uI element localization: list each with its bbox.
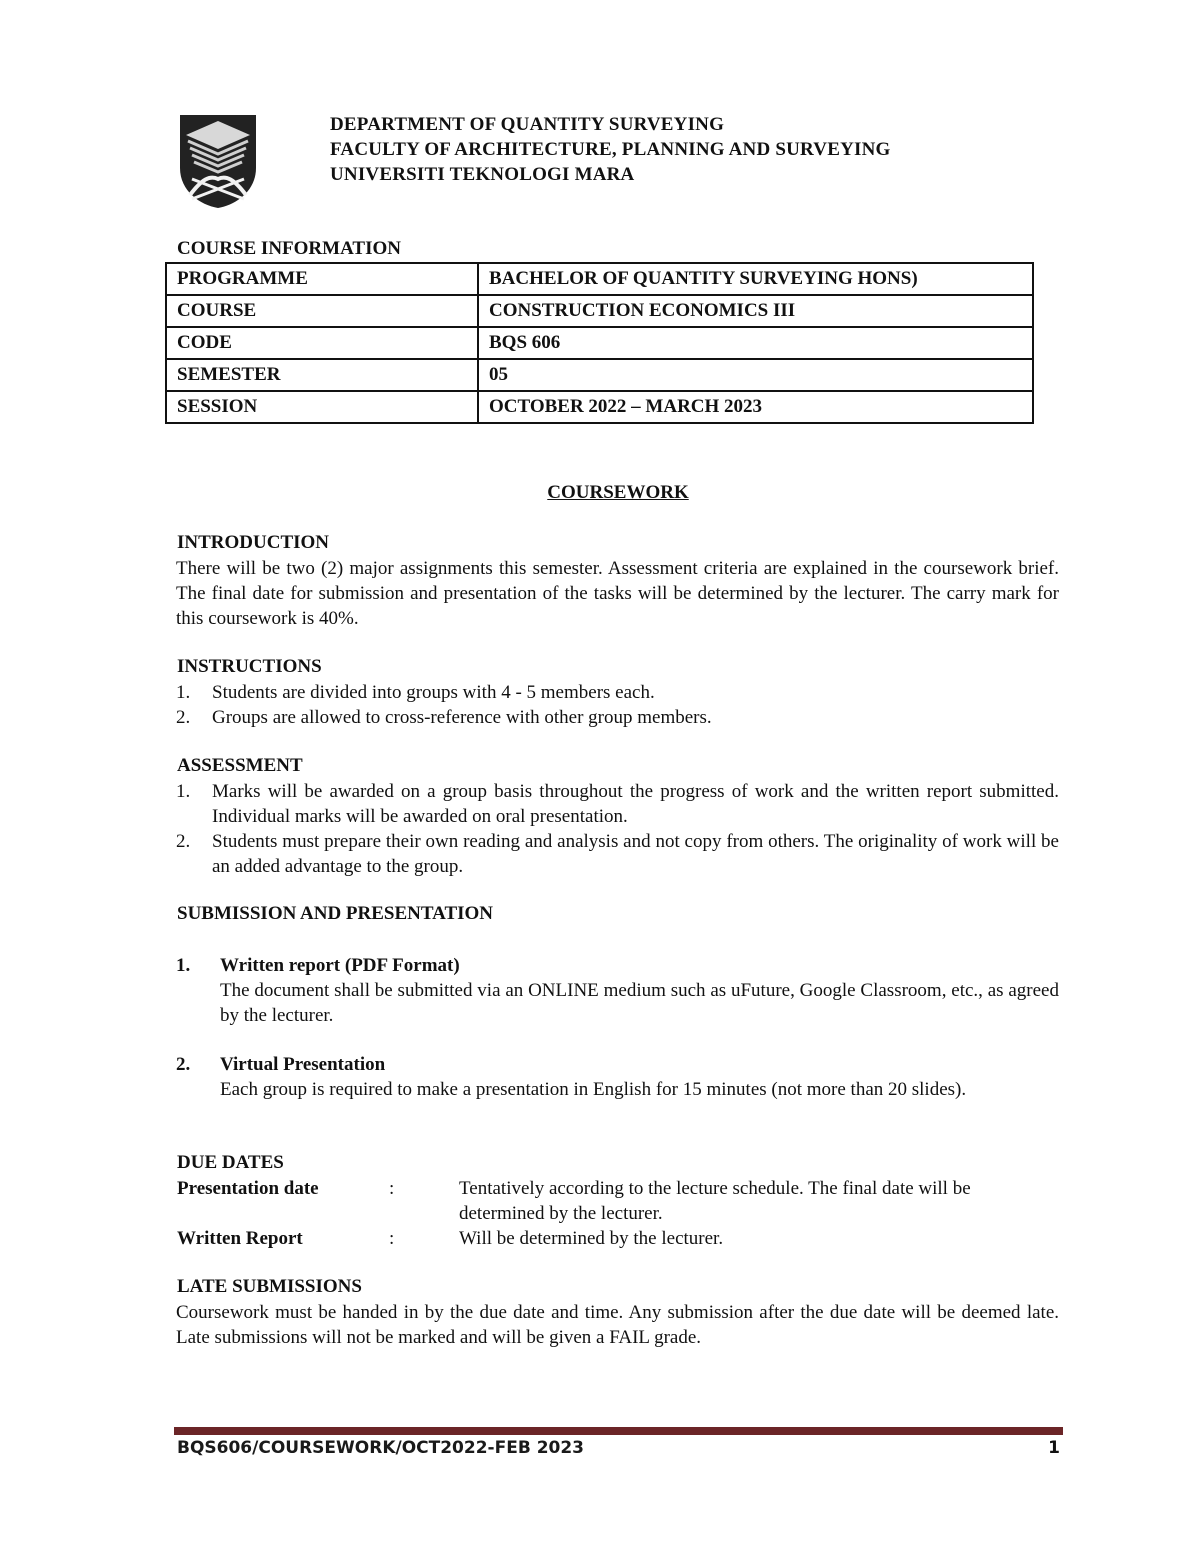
submission-item-text: Each group is required to make a presentation in English for 15 minutes (not more than 20 slides). [220,1079,967,1100]
row-label: SESSION [166,391,478,423]
row-label: COURSE [166,295,478,327]
row-label: SEMESTER [166,359,478,391]
late-submissions-text: Coursework must be handed in by the due date and time. Any submission after the due date will be deemed late. Late submissions will not be marked and will be given a FAIL grade. [176,1302,1059,1348]
table-row [166,295,1033,327]
university-name: UNIVERSITI TEKNOLOGI MARA [330,164,635,185]
instructions-list [176,680,1059,730]
list-item [176,779,1059,829]
due-date-colon: : [389,1228,395,1249]
table-row [166,359,1033,391]
table-row [166,391,1033,423]
due-date-row [177,1226,1057,1251]
row-value: BQS 606 [478,327,1033,359]
table-row [166,263,1033,295]
list-number: 1. [176,781,191,802]
submission-item-text: The document shall be submitted via an ONLINE medium such as uFuture, Google Classroom, etc., as agreed by the lecturer. [220,980,1059,1026]
coursework-title: COURSEWORK [547,482,689,503]
table-row [166,327,1033,359]
instructions-heading: INSTRUCTIONS [177,656,322,677]
due-date-label: Presentation date [177,1178,319,1199]
list-text: Marks will be awarded on a group basis throughout the progress of work and the written report submitted. Individual marks will be awarded on oral presentation. [212,781,1059,827]
submission-item-title: Written report (PDF Format) [220,955,460,976]
list-number: 2. [176,707,191,728]
footer-reference: BQS606/COURSEWORK/OCT2022-FEB 2023 [177,1438,585,1458]
list-item [176,705,1059,730]
submission-item-title: Virtual Presentation [220,1054,386,1075]
submission-item [176,953,1059,1028]
course-info-heading: COURSE INFORMATION [177,238,401,259]
due-dates-heading: DUE DATES [177,1152,284,1173]
list-item [176,680,1059,705]
introduction-text: There will be two (2) major assignments this semester. Assessment criteria are explained in the coursework brief. The final date for submission and presentation of the tasks will be determined by the lecturer. The carry mark for this coursework is 40%. [176,558,1059,629]
due-date-row [177,1176,1057,1226]
due-date-label: Written Report [177,1228,303,1249]
faculty-name: FACULTY OF ARCHITECTURE, PLANNING AND SURVEYING [330,139,891,160]
row-value: 05 [478,359,1033,391]
submission-heading: SUBMISSION AND PRESENTATION [177,903,494,924]
course-info-table [165,262,1034,424]
row-value: OCTOBER 2022 – MARCH 2023 [478,391,1033,423]
assessment-heading: ASSESSMENT [177,755,303,776]
due-date-colon: : [389,1178,395,1199]
department-name: DEPARTMENT OF QUANTITY SURVEYING [330,114,725,135]
submission-number: 2. [176,1054,191,1075]
late-submissions-heading: LATE SUBMISSIONS [177,1276,362,1297]
footer-rule [174,1427,1063,1435]
list-number: 1. [176,682,191,703]
assessment-list [176,779,1059,879]
due-date-text: Tentatively according to the lecture schedule. The final date will be determined by the lecturer. [459,1178,971,1224]
introduction-heading: INTRODUCTION [177,532,330,553]
list-item [176,829,1059,879]
row-value: BACHELOR OF QUANTITY SURVEYING HONS) [478,263,1033,295]
list-text: Students are divided into groups with 4 - 5 members each. [212,682,655,703]
university-logo-icon [178,113,258,209]
row-label: CODE [166,327,478,359]
list-number: 2. [176,831,191,852]
submission-item [176,1052,1059,1102]
page-number: 1 [1048,1438,1060,1458]
row-value: CONSTRUCTION ECONOMICS III [478,295,1033,327]
submission-number: 1. [176,955,191,976]
due-date-text: Will be determined by the lecturer. [459,1228,724,1249]
list-text: Groups are allowed to cross-reference with other group members. [212,707,712,728]
row-label: PROGRAMME [166,263,478,295]
list-text: Students must prepare their own reading and analysis and not copy from others. The originality of work will be an added advantage to the group. [212,831,1059,877]
